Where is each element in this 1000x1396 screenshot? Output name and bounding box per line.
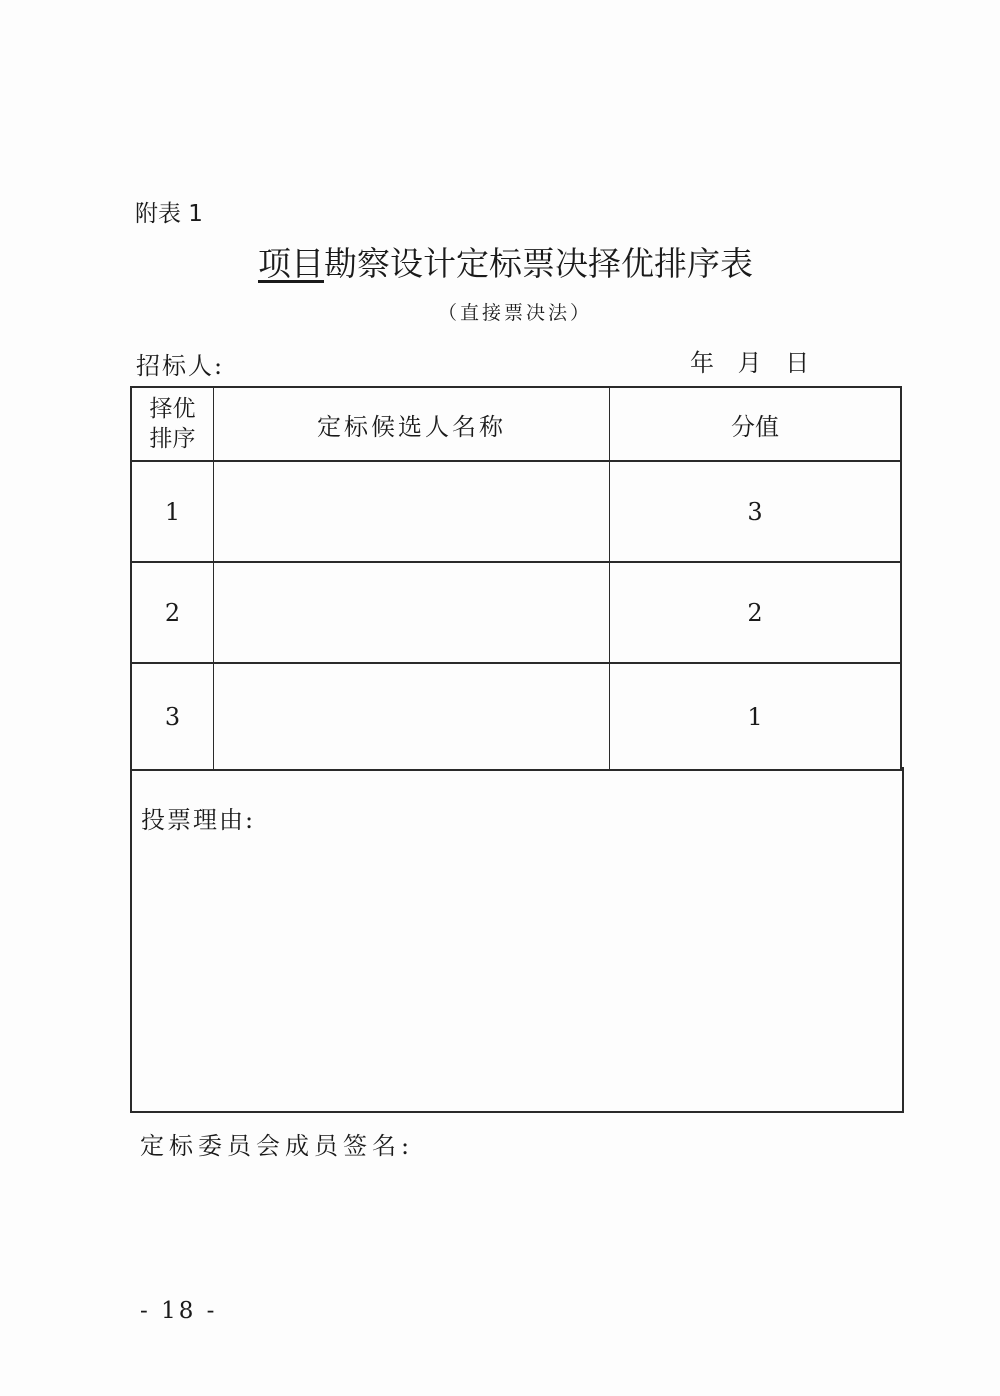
subtitle: （直接票决法）	[438, 302, 593, 324]
score-cell: 1	[747, 702, 763, 731]
rank-cell: 1	[132, 462, 214, 561]
candidate-name-cell[interactable]	[214, 664, 610, 769]
date-day: 日	[785, 349, 810, 377]
table-row	[132, 462, 900, 563]
voting-reason-label: 投票理由:	[141, 806, 256, 834]
ranking-table	[130, 386, 902, 771]
header-rank	[132, 388, 214, 460]
header-score: 分值	[731, 412, 779, 441]
table-row	[132, 563, 900, 664]
rank-cell: 3	[132, 664, 214, 769]
appendix-label: 附表 1	[135, 201, 203, 227]
score-cell: 3	[747, 497, 763, 526]
table-header-row	[132, 388, 900, 462]
table-row	[132, 664, 900, 769]
date-field	[690, 343, 825, 378]
page-title	[258, 238, 753, 285]
candidate-name-cell[interactable]	[214, 462, 610, 561]
voting-reason-box[interactable]	[130, 767, 904, 1113]
header-rank-line1: 择优	[149, 396, 196, 422]
title-text: 勘察设计定标票决择优排序表	[324, 244, 753, 283]
title-project-blank: 项目	[258, 244, 324, 283]
page-number: - 18 -	[140, 1298, 218, 1324]
header-rank-line2: 排序	[149, 426, 196, 452]
tenderer-label: 招标人:	[136, 352, 225, 380]
committee-signature-label: 定标委员会成员签名:	[140, 1132, 415, 1160]
date-year: 年	[690, 349, 714, 377]
header-candidate-name: 定标候选人名称	[214, 388, 610, 460]
score-cell: 2	[747, 598, 763, 627]
rank-cell: 2	[132, 563, 214, 662]
date-month: 月	[737, 349, 762, 377]
candidate-name-cell[interactable]	[214, 563, 610, 662]
